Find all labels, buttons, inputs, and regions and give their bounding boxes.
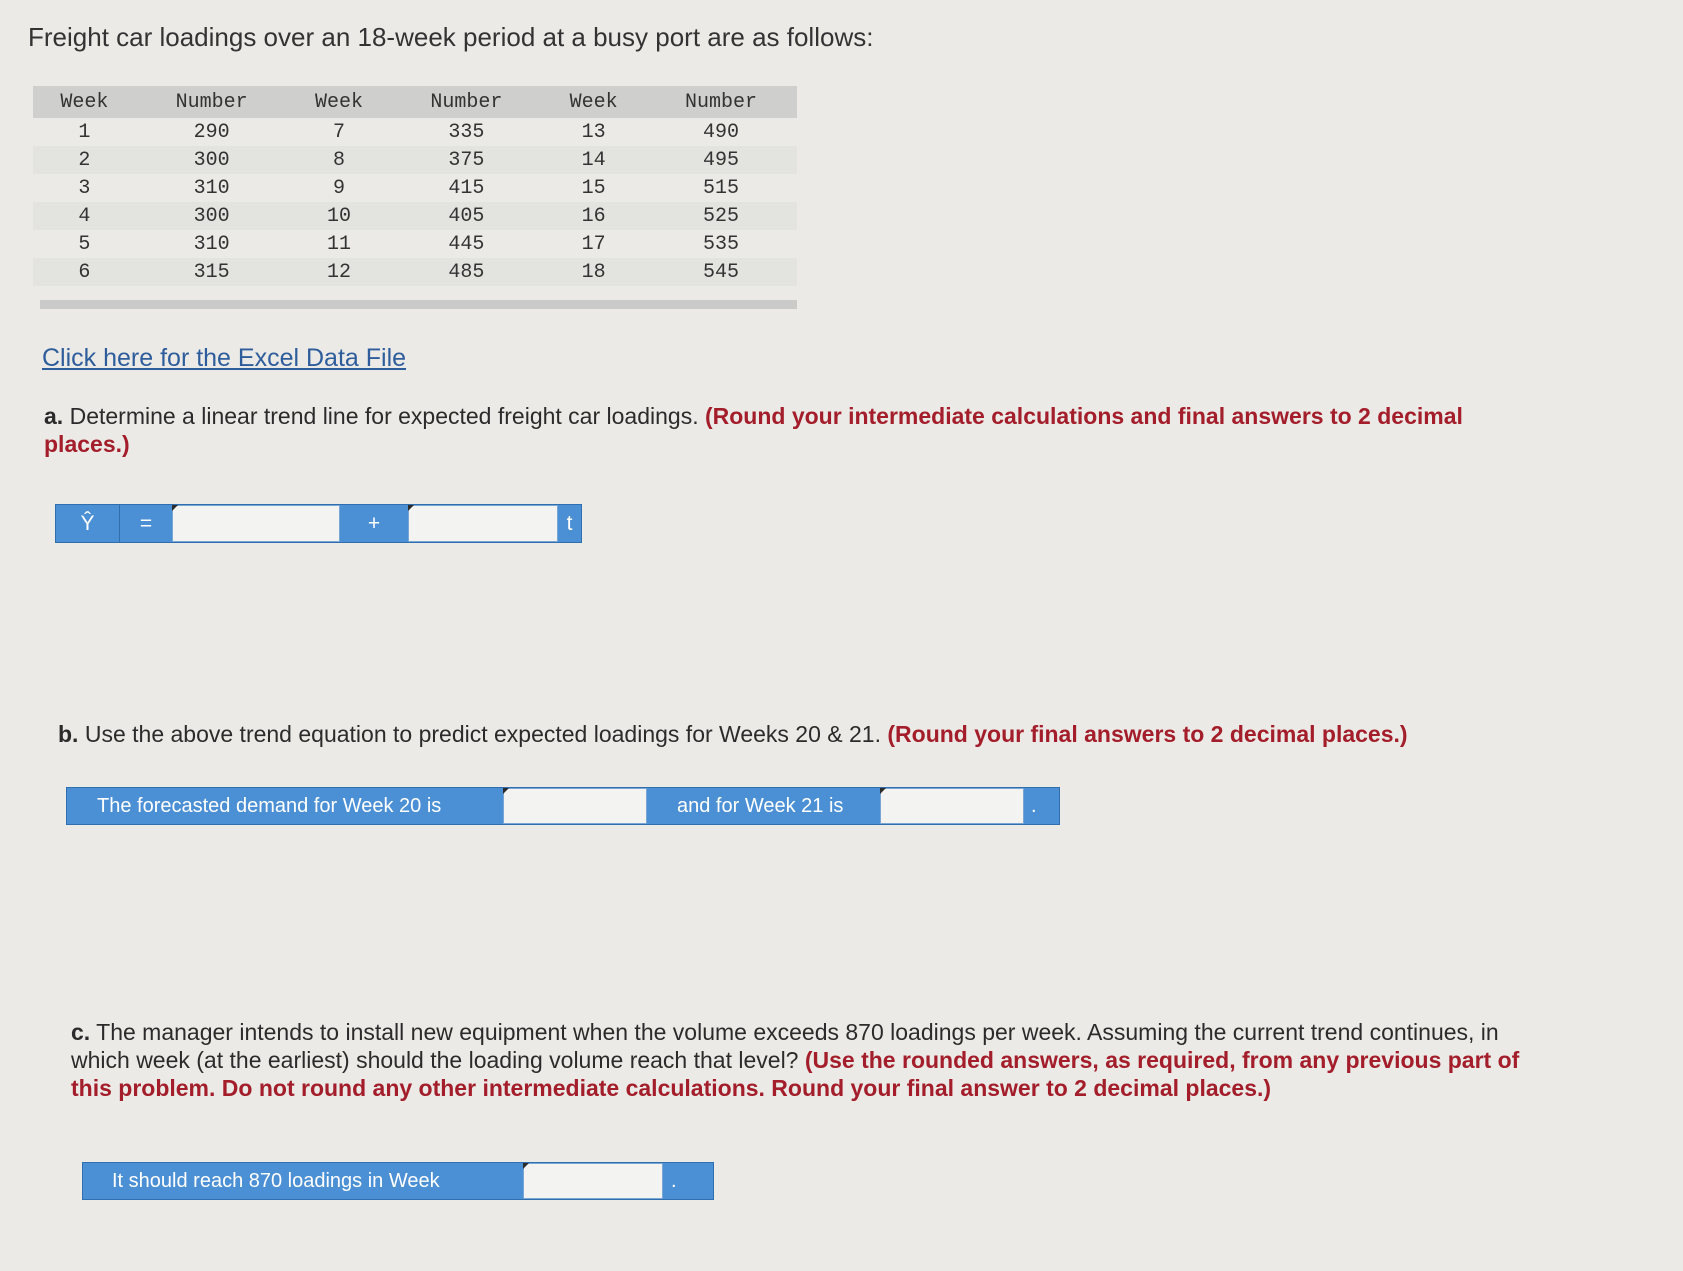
equals-sign: =: [139, 511, 153, 535]
t-variable: t: [566, 511, 573, 535]
input-corner-marker: [503, 788, 509, 794]
input-corner-marker: [880, 788, 886, 794]
number-cell: 310: [136, 230, 288, 258]
question-b-note: (Round your final answers to 2 decimal places.): [887, 721, 1408, 747]
intercept-input[interactable]: [172, 505, 340, 542]
number-cell: 315: [136, 258, 288, 286]
table-header-row: [33, 86, 797, 118]
week-cell: 2: [33, 146, 136, 174]
header-week-3: Week: [542, 86, 645, 118]
week-21-input[interactable]: [880, 788, 1024, 824]
problem-intro: Freight car loadings over an 18-week period at a busy port are as follows:: [28, 22, 874, 52]
excel-data-link[interactable]: Click here for the Excel Data File: [42, 344, 407, 372]
week-cell: 1: [33, 118, 136, 146]
question-b-text: Use the above trend equation to predict expected loadings for Weeks 20 & 21.: [78, 721, 888, 747]
week-cell: 8: [288, 146, 391, 174]
question-c-prefix: c.: [71, 1019, 91, 1045]
question-c-note: (Use the rounded answers, as required, from any previous part of this problem. Do not round any other intermediate calculations. Round your final answer to 2 decimal places.): [71, 1047, 1520, 1101]
question-c: [71, 1018, 1551, 1102]
table-bottom-bar: [40, 300, 797, 309]
question-b: [58, 720, 1618, 748]
number-cell: 525: [645, 202, 797, 230]
period-end: .: [1031, 794, 1037, 817]
question-a: [44, 402, 1544, 458]
week-cell: 14: [542, 146, 645, 174]
week-cell: 18: [542, 258, 645, 286]
number-cell: 300: [136, 202, 288, 230]
table-row: [33, 118, 797, 146]
number-cell: 485: [390, 258, 542, 286]
number-cell: 375: [390, 146, 542, 174]
number-cell: 415: [390, 174, 542, 202]
week-cell: 10: [288, 202, 391, 230]
week-cell: 3: [33, 174, 136, 202]
number-cell: 515: [645, 174, 797, 202]
question-a-note: (Round your intermediate calculations and final answers to 2 decimal places.): [44, 403, 1463, 457]
table-row: [33, 174, 797, 202]
number-cell: 335: [390, 118, 542, 146]
header-number-2: Number: [390, 86, 542, 118]
table-row: [33, 230, 797, 258]
number-cell: 535: [645, 230, 797, 258]
week-cell: 13: [542, 118, 645, 146]
header-number-3: Number: [645, 86, 797, 118]
week-cell: 7: [288, 118, 391, 146]
week-cell: 16: [542, 202, 645, 230]
trend-equation-row: [55, 504, 582, 543]
input-corner-marker: [523, 1163, 529, 1169]
week-cell: 12: [288, 258, 391, 286]
week-20-label: The forecasted demand for Week 20 is: [97, 794, 442, 817]
header-week-2: Week: [288, 86, 391, 118]
week-cell: 6: [33, 258, 136, 286]
week-20-input[interactable]: [503, 788, 647, 824]
table-row: [33, 146, 797, 174]
week-cell: 17: [542, 230, 645, 258]
number-cell: 545: [645, 258, 797, 286]
number-cell: 490: [645, 118, 797, 146]
reach-week-label: It should reach 870 loadings in Week: [112, 1169, 440, 1192]
slope-input[interactable]: [408, 505, 558, 542]
freight-data-table: [33, 86, 797, 286]
header-week-1: Week: [33, 86, 136, 118]
period-end-c: .: [671, 1169, 677, 1192]
question-c-text: The manager intends to install new equipment when the volume exceeds 870 loadings per week. Assuming the current trend continues, in which week (at the earliest) should the loading volume reach that level?: [71, 1019, 1499, 1073]
number-cell: 310: [136, 174, 288, 202]
week-cell: 9: [288, 174, 391, 202]
plus-sign: +: [367, 511, 381, 535]
number-cell: 300: [136, 146, 288, 174]
week-cell: 11: [288, 230, 391, 258]
table-row: [33, 258, 797, 286]
input-corner-marker: [408, 505, 414, 511]
forecast-answer-row: [66, 787, 1060, 825]
number-cell: 290: [136, 118, 288, 146]
number-cell: 495: [645, 146, 797, 174]
number-cell: 445: [390, 230, 542, 258]
question-a-prefix: a.: [44, 403, 64, 429]
week-answer-row: [82, 1162, 714, 1200]
input-corner-marker: [172, 505, 178, 511]
week-cell: 15: [542, 174, 645, 202]
week-cell: 5: [33, 230, 136, 258]
header-number-1: Number: [136, 86, 288, 118]
table-row: [33, 202, 797, 230]
question-b-prefix: b.: [58, 721, 79, 747]
week-21-label: and for Week 21 is: [677, 794, 844, 817]
question-a-text: Determine a linear trend line for expected freight car loadings.: [63, 403, 705, 429]
week-cell: 4: [33, 202, 136, 230]
reach-week-input[interactable]: [523, 1163, 663, 1199]
y-hat-symbol: Ŷ: [80, 511, 95, 535]
number-cell: 405: [390, 202, 542, 230]
